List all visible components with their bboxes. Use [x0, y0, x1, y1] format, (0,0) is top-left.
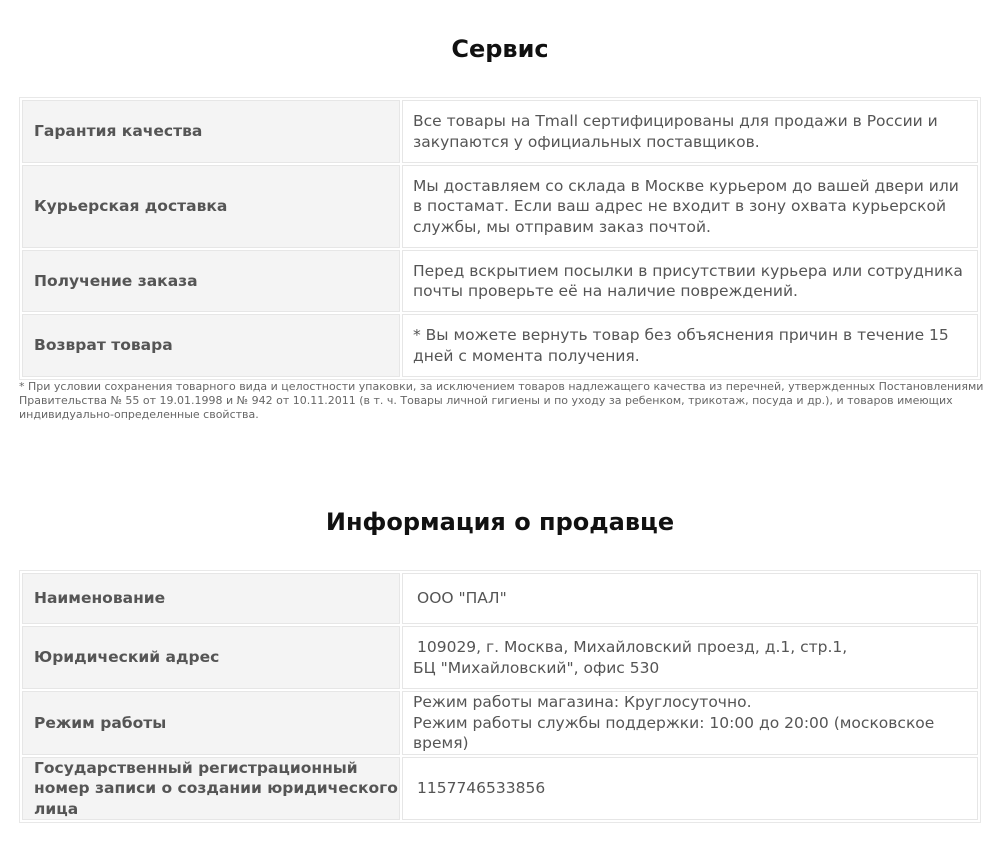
table-row-courier-delivery: [22, 165, 978, 248]
seller-section-title: Информация о продавце: [325, 508, 675, 536]
row-label: Курьерская доставка: [22, 165, 400, 248]
seller-info-table: [19, 570, 981, 823]
row-label: Получение заказа: [22, 250, 400, 312]
legal-address-line-1: 109029, г. Москва, Михайловский проезд, д.1, стр.1,: [417, 638, 848, 656]
legal-address-line-2: БЦ "Михайловский", офис 530: [413, 658, 660, 677]
row-value: * Вы можете вернуть товар без объяснения причин в течение 15 дней с момента получения.: [402, 314, 978, 377]
row-label: Гарантия качества: [22, 100, 400, 163]
row-value: [402, 691, 978, 755]
row-value: [402, 573, 978, 624]
service-table: [19, 97, 981, 380]
row-label: Государственный регистрационный номер записи о создании юридического лица: [22, 757, 400, 821]
registration-number-value: 1157746533856: [417, 779, 546, 797]
row-value: [402, 757, 978, 821]
table-row-company-name: [22, 573, 978, 624]
return-policy-footnote: * При условии сохранения товарного вида и целостности упаковки, за исключением товаров надлежащего качества из перечней, утвержденных Постановлениями Правительства № 55 от 19.01.1998 и № 942 от 10.11.2011 (в т. ч. Товары личной гигиены и по уходу за ребенком, трикотаж, посуда и др.), и товаров имеющих индивидуально-определенные свойства.: [19, 380, 984, 421]
table-row-working-hours: [22, 691, 978, 755]
row-value: [402, 626, 978, 689]
row-value: Перед вскрытием посылки в присутствии курьера или сотрудника почты проверьте её на наличие повреждений.: [402, 250, 978, 312]
service-section-title: Сервис: [451, 35, 549, 63]
row-label: Режим работы: [22, 691, 400, 755]
row-label: Юридический адрес: [22, 626, 400, 689]
company-name-value: ООО "ПАЛ": [417, 589, 507, 608]
row-value: Мы доставляем со склада в Москве курьером до вашей двери или в постамат. Если ваш адрес не входит в зону охвата курьерской службы, мы отправим заказ почтой.: [402, 165, 978, 248]
table-row-product-return: [22, 314, 978, 377]
row-label: Возврат товара: [22, 314, 400, 377]
support-hours-line: Режим работы службы поддержки: 10:00 до 20:00 (московское время): [413, 713, 935, 752]
store-hours-line: Режим работы магазина: Круглосуточно.: [413, 693, 752, 711]
table-row-legal-address: [22, 626, 978, 689]
row-label: Наименование: [22, 573, 400, 624]
table-row-quality-guarantee: [22, 100, 978, 163]
table-row-registration-number: [22, 757, 978, 821]
table-row-order-receipt: [22, 250, 978, 312]
row-value: Все товары на Tmall сертифицированы для продажи в России и закупаются у официальных поставщиков.: [402, 100, 978, 163]
